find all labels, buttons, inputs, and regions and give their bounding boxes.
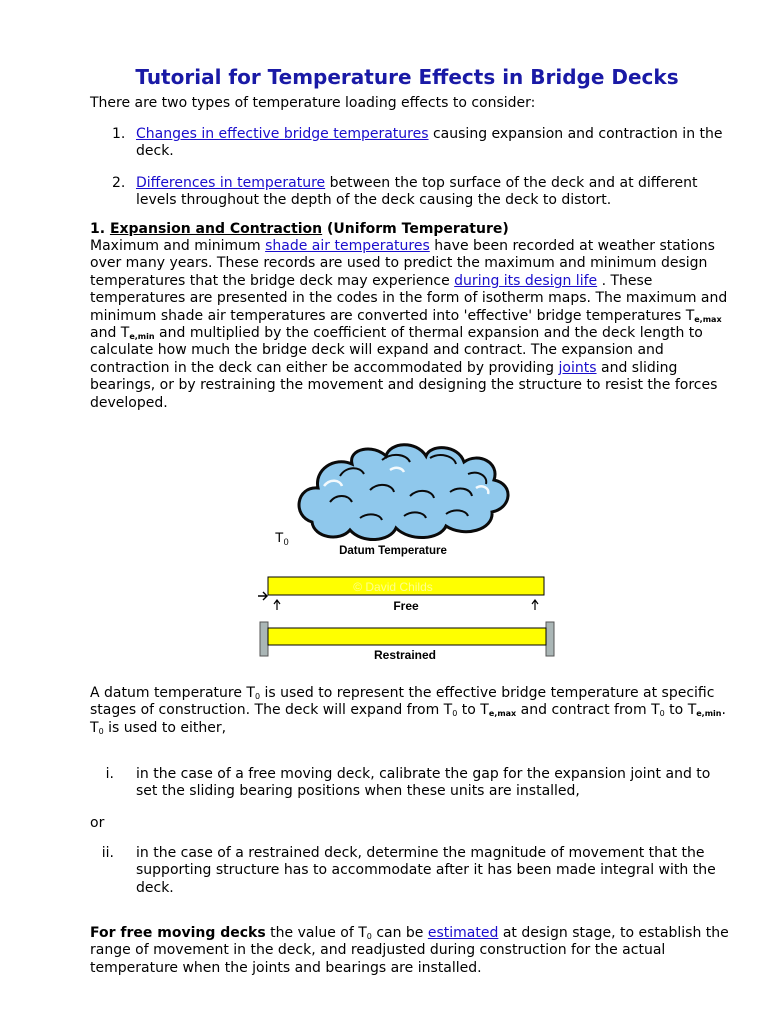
link-during-its-design-life[interactable]: during its design life	[454, 272, 598, 289]
subscript: 0	[254, 692, 261, 701]
list-item	[90, 766, 730, 801]
subscript: e,max	[488, 709, 517, 719]
subscript: 0	[366, 932, 372, 941]
bold-text: For free moving decks	[90, 925, 266, 941]
list-item	[90, 175, 730, 210]
temperature-diagram	[250, 426, 570, 666]
paragraph-text: and T	[90, 325, 130, 342]
free-label: Free	[393, 599, 419, 613]
link-shade-air-temperatures[interactable]: shade air temperatures	[265, 238, 430, 254]
list-number: 1.	[112, 126, 126, 142]
link-expansion-and-contraction[interactable]: Expansion and Contraction	[109, 221, 323, 237]
list-item-text: between the top surface of the deck and at different levels throughout the depth of the deck causing the deck to distort.	[136, 174, 698, 209]
paragraph-text: is used to either,	[103, 719, 227, 736]
list-item	[90, 845, 730, 897]
page-title: Tutorial for Temperature Effects in Bridge Decks	[135, 65, 679, 89]
watermark: © David Childs	[353, 580, 433, 594]
paragraph-text: . These temperatures are presented in the codes in the form of isotherm maps. The maximum and minimum shade air temperatures are converted into 'effective' bridge temperatures T	[90, 272, 728, 324]
link-joints[interactable]: joints	[558, 359, 597, 376]
subscript: e,max	[694, 314, 722, 324]
link-differences-in-temperature[interactable]: Differences in temperature	[136, 174, 326, 191]
arrow-up-icon	[274, 600, 280, 610]
restrained-deck	[268, 628, 546, 645]
paragraph-text: Maximum and minimum	[90, 238, 266, 254]
subscript: e,min	[129, 332, 155, 342]
paragraph-text: is used to represent the effective bridge temperature at specific stages of construction. The deck will expand from T	[90, 685, 715, 719]
list-number: 2.	[112, 174, 126, 191]
arrow-right-icon	[258, 592, 267, 600]
paragraph-text: and contract from T	[516, 702, 660, 719]
subscript: 0	[659, 709, 665, 719]
link-changes-in-effective-temperatures[interactable]: Changes in effective bridge temperatures	[136, 126, 429, 142]
subscript: 0	[98, 726, 104, 736]
paragraph-text: .	[721, 702, 726, 719]
paragraph-text: to T	[664, 702, 697, 719]
paragraph-text: and multiplied by the coefficient of thermal expansion and the deck length to calculate how much the bridge deck will expand and contract. The expansion and contraction in the deck can either be accommodated by providing	[90, 325, 703, 376]
list-item-text: in the case of a free moving deck, calibrate the gap for the expansion joint and to set the sliding bearing positions when these units are installed,	[136, 766, 711, 800]
list-item-text: causing expansion and contraction in the deck.	[136, 126, 723, 160]
list-number: ii.	[101, 845, 114, 861]
or-text: or	[90, 815, 105, 831]
paragraph-text: can be	[371, 925, 428, 941]
list-number: i.	[105, 766, 114, 782]
subscript: 0	[452, 709, 458, 719]
list-item-text: in the case of a restrained deck, determine the magnitude of movement that the supporting structure has to accommodate after it has been made integral with the deck.	[136, 845, 716, 896]
link-estimated[interactable]: estimated	[427, 925, 499, 941]
paragraph-text: and sliding bearings, or by restraining the movement and designing the structure to resist the forces developed.	[90, 359, 718, 411]
paragraph-text: T	[90, 719, 99, 736]
intro-text: There are two types of temperature loading effects to consider:	[90, 95, 536, 111]
section-heading-rest: (Uniform Temperature)	[322, 221, 509, 237]
section-number: 1.	[90, 221, 110, 237]
paragraph-text: at design stage, to establish the range of movement in the deck, and readjusted during construction for the actual temperature when the joints and bearings are installed.	[90, 925, 729, 976]
arrow-up-icon	[532, 600, 538, 610]
free-moving-paragraph	[90, 925, 730, 977]
list-item	[90, 126, 730, 161]
paragraph-text: A datum temperature T	[90, 685, 255, 701]
effects-list	[90, 126, 730, 210]
paragraph-text: have been recorded at weather stations over many years. These records are used to predict the maximum and minimum design temperatures that the bridge deck may experience	[90, 238, 715, 289]
subscript: e,min	[696, 709, 722, 719]
right-abutment	[546, 622, 554, 656]
paragraph-text: to T	[457, 702, 489, 719]
section-heading	[90, 221, 509, 238]
datum-paragraph	[90, 685, 730, 737]
paragraph-text: the value of T	[265, 925, 367, 941]
cloud-icon	[299, 445, 508, 540]
datum-temperature-label: Datum Temperature	[339, 545, 447, 557]
left-abutment	[260, 622, 268, 656]
expansion-paragraph	[90, 238, 730, 412]
restrained-label: Restrained	[373, 648, 437, 662]
t0-label: $T_0$	[275, 529, 289, 547]
